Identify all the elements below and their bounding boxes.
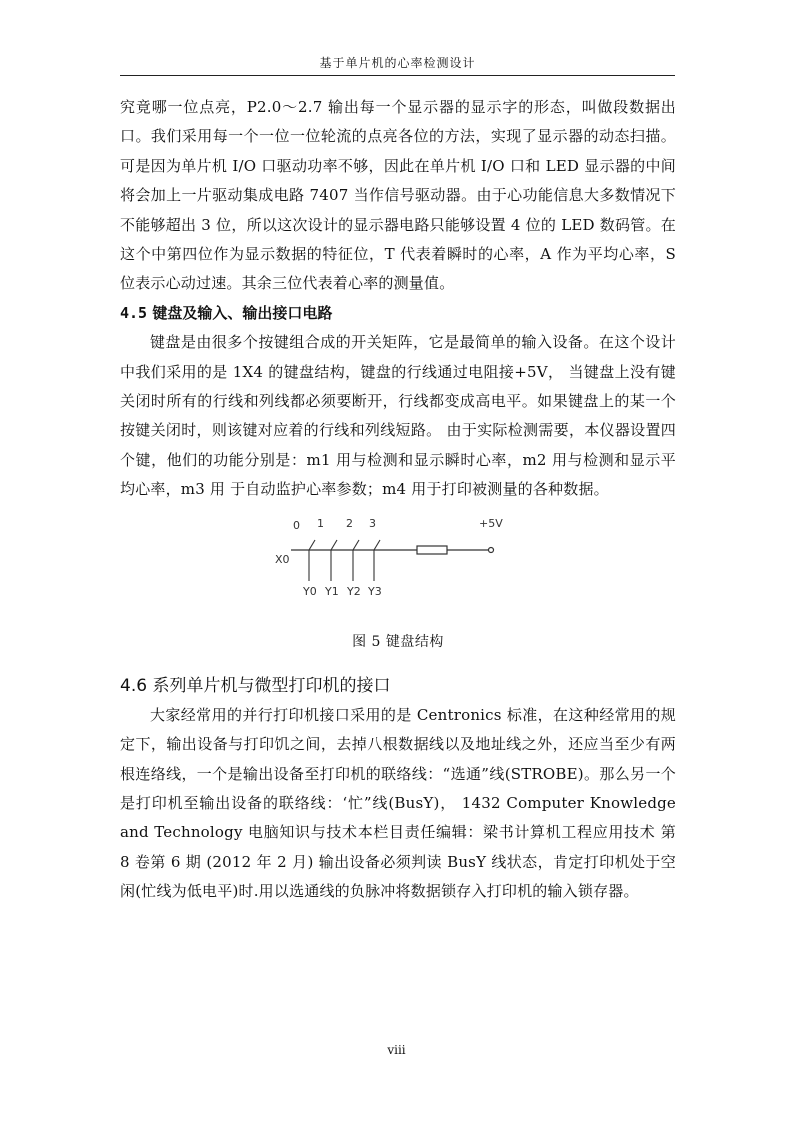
keyboard-circuit-diagram	[265, 515, 525, 625]
section-heading-4-6: 4.6 系列单片机与微型打印机的接口	[120, 675, 391, 696]
voltage-label: +5V	[479, 516, 503, 530]
running-header: 基于单片机的心率检测设计	[319, 56, 476, 70]
paragraph-printer-interface: 大家经常用的并行打印机接口采用的是 Centronics 标准，在这种经常用的规定下，输出设备与打印饥之间，去掉八根数据线以及地址线之外，还应当至少有两根连络线，一个是输出设备至打印机的联络线：“选通”线(STROBE)。那么另一个是打印机至输出设备的联络线：‘忙”线(BusY)， 1432 Computer Knowledge and Technology 电脑知识与技术本栏目责任编辑：梁书计算机工程应用技术 第 8 卷第 6 期 (2012 年 2 月) 输出设备必须判读 BusY 线状态，肯定打印机处于空闲(忙线为低电平)时.用以选通线的负脉冲将数据锁存入打印机的输入锁存器。	[120, 705, 676, 901]
key-label-0: 0	[293, 518, 300, 532]
page-body	[120, 93, 676, 907]
keyboard-structure-figure	[120, 515, 676, 625]
key-label-3: 3	[369, 516, 376, 530]
key-label-2: 2	[346, 516, 353, 530]
column-label-y3: Y3	[368, 584, 382, 598]
key-switch-3	[374, 540, 380, 581]
column-label-y1: Y1	[325, 584, 339, 598]
section-title: 键盘及输入、输出接口电路	[152, 303, 333, 322]
header-rule	[120, 75, 675, 76]
section-heading-4-5	[120, 299, 676, 328]
pull-up-resistor	[417, 546, 447, 554]
supply-terminal	[489, 547, 494, 552]
figure-caption: 图 5 键盘结构	[352, 633, 444, 650]
row-line-label: X0	[275, 552, 290, 566]
column-label-y2: Y2	[347, 584, 361, 598]
key-switch-2	[353, 540, 359, 581]
section-number: 4.5	[120, 303, 148, 322]
paragraph-display-scan: 究竟哪一位点亮，P2.0～2.7 输出每一个显示器的显示字的形态，叫做段数据出口。我们采用每一个一位一位轮流的点亮各位的方法，实现了显示器的动态扫描。可是因为单片机 I/O 口驱动功率不够，因此在单片机 I/O 口和 LED 显示器的中间将会加上一片驱动集成电路 7407 当作信号驱动器。由于心功能信息大多数情况下不能够超出 3 位，所以这次设计的显示器电路只能够设置 4 位的 LED 数码管。在这个中第四位作为显示数据的特征位，T 代表着瞬时的心率，A 作为平均心率，S 位表示心动过速。其余三位代表着心率的测量值。	[120, 98, 676, 293]
page-number: viii	[387, 1043, 406, 1057]
key-label-1: 1	[317, 516, 324, 530]
key-switch-0	[309, 540, 315, 581]
key-switch-1	[331, 540, 337, 581]
column-label-y0: Y0	[303, 584, 317, 598]
paragraph-keyboard: 键盘是由很多个按键组合成的开关矩阵，它是最简单的输入设备。在这个设计中我们采用的是 1X4 的键盘结构，键盘的行线通过电阻接+5V， 当键盘上没有键关闭时所有的行线和列线都必须要断开，行线都变成高电平。如果键盘上的某一个按键关闭时，则该键对应着的行线和列线短路。 由于实际检测需要，本仪器设置四个键，他们的功能分别是：m1 用与检测和显示瞬时心率，m2 用与检测和显示平均心率，m3 用 于自动监护心率参数；m4 用于打印被测量的各种数据。	[120, 333, 676, 499]
